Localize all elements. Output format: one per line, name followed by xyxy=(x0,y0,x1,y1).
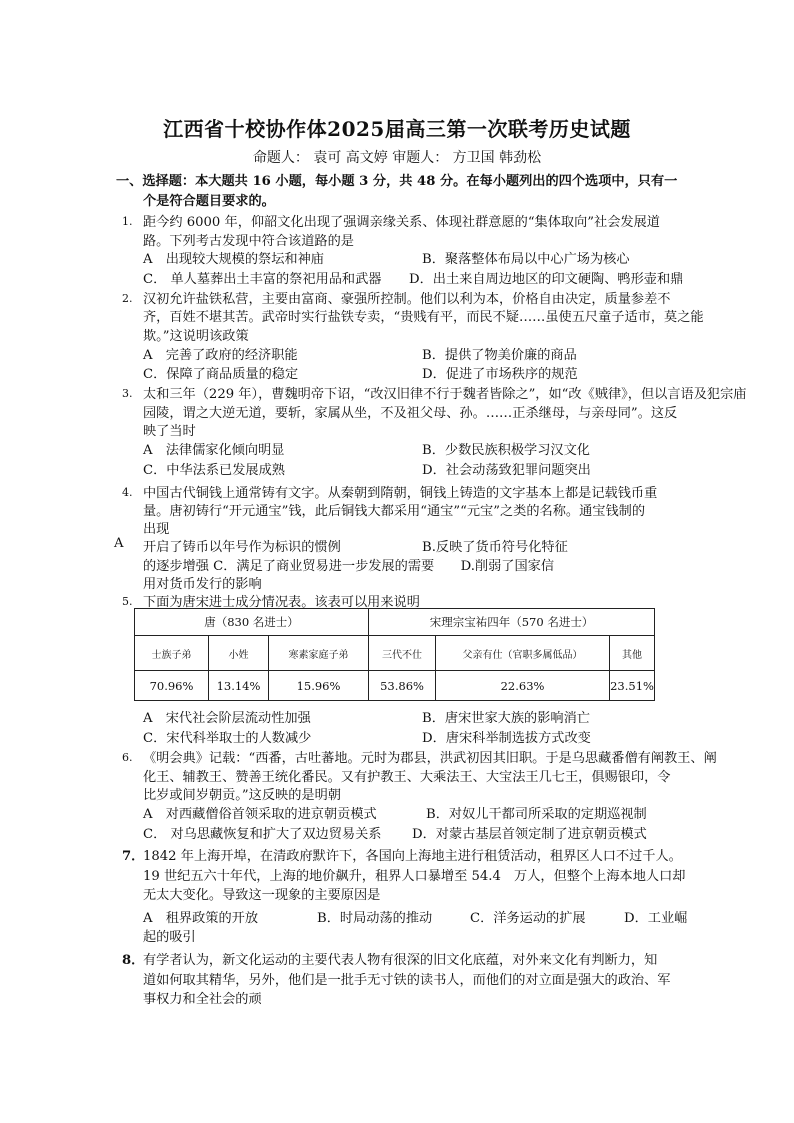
page-title: 江西省十校协作体2025届高三第一次联考历史试题 xyxy=(163,117,631,141)
table-col-header: 三代不仕 xyxy=(369,636,436,671)
option-b: B．时局动荡的推动 xyxy=(317,911,433,926)
option-a: A 对西藏僧俗首领采取的进京朝贡模式 xyxy=(143,807,377,822)
jinshi-composition-table xyxy=(134,608,655,701)
option-d: D．社会动荡致犯罪问题突出 xyxy=(422,463,591,478)
question-number: 6. xyxy=(122,751,133,764)
option-b: B．聚落整体布局以中心广场为核心 xyxy=(422,252,630,267)
option-a: 开启了铸币以年号作为标识的惯例 xyxy=(143,540,341,555)
table-col-header: 其他 xyxy=(610,636,655,671)
authors-line: 命题人： 袁可 高文婷 审题人： 方卫国 韩劲松 xyxy=(252,150,542,166)
option-d: D．促进了市场秩序的规范 xyxy=(422,367,578,382)
question-stem: 有学者认为，新文化运动的主要代表人物有很深的旧文化底蕴，对外来文化有判断力，知 xyxy=(143,953,658,968)
option-a: A 出现较大规模的祭坛和神庙 xyxy=(143,252,324,267)
question-stem: 园陵，谓之大逆无道，要斩，家属从坐，不及祖父母、孙。……正杀继母，与亲母同”。这反 xyxy=(143,406,678,421)
option-d: D．对蒙古基层首领定制了进京朝贡模式 xyxy=(412,827,647,842)
option-a: A 完善了政府的经济职能 xyxy=(143,348,298,363)
option-b: B．少数民族积极学习汉文化 xyxy=(422,443,590,458)
option-a: A 宋代社会阶层流动性加强 xyxy=(143,711,311,726)
section-heading: 一、选择题：本大题共 16 小题，每小题 3 分，共 48 分。在每小题列出的四个选项中，只有一 xyxy=(116,174,678,189)
question-stem: 距今约 6000 年，仰韶文化出现了强调亲缘关系、体现社群意愿的“集体取向”社会发展道 xyxy=(143,215,660,230)
option-c: C．中华法系已发展成熟 xyxy=(143,463,285,478)
question-stem: 道如何取其精华，另外，他们是一批手无寸铁的读书人，而他们的对立面是强大的政治、军 xyxy=(143,973,671,988)
section-heading-cont: 个是符合题目要求的。 xyxy=(143,194,275,209)
option-c: C．保障了商品质量的稳定 xyxy=(143,367,299,382)
table-cell: 13.14% xyxy=(209,671,269,701)
option-a: A 租界政策的开放 xyxy=(143,911,259,926)
option-a: A 法律儒家化倾向明显 xyxy=(143,443,285,458)
question-stem: 下面为唐宋进士成分情况表。该表可以用来说明 xyxy=(143,595,420,610)
option-c: C．宋代科举取士的人数减少 xyxy=(143,731,312,746)
option-d: D．唐宋科举制选拔方式改变 xyxy=(422,731,591,746)
table-col-header: 父亲有仕（官职多属低品） xyxy=(436,636,610,671)
option-c: C．洋务运动的扩展 xyxy=(470,911,586,926)
option-c: C． 对乌思藏恢复和扩大了双边贸易关系 xyxy=(143,827,382,842)
question-stem: 欺。”这说明该政策 xyxy=(143,329,249,344)
question-number: 2. xyxy=(122,292,133,305)
table-col-header: 小姓 xyxy=(209,636,269,671)
table-header-tang: 唐（830 名进士） xyxy=(135,609,369,636)
option-continuation: 用对货币发行的影响 xyxy=(143,577,262,592)
option-d: D．工业崛 xyxy=(624,911,688,926)
table-cell: 70.96% xyxy=(135,671,209,701)
option-b: B.反映了货币符号化特征 xyxy=(422,540,568,555)
option-a-label: A xyxy=(114,536,124,551)
question-stem: 太和三年（229 年），曹魏明帝下诏，“改汉旧律不行于魏者皆除之”，如“改《贼律》，但以言语及犯宗庙 xyxy=(143,387,747,402)
option-d: D．出土来自周边地区的印文硬陶、鸭形壶和鼎 xyxy=(409,272,684,287)
option-continuation: 的逐步增强 C．满足了商业贸易进一步发展的需要 D.削弱了国家信 xyxy=(143,559,555,574)
option-continuation: 起的吸引 xyxy=(143,930,196,945)
question-stem: 事权力和全社会的顽 xyxy=(143,992,262,1007)
question-stem: 无太大变化。导致这一现象的主要原因是 xyxy=(143,888,381,903)
option-b: B．提供了物美价廉的商品 xyxy=(422,348,577,363)
option-b: B．唐宋世家大族的影响消亡 xyxy=(422,711,590,726)
table-cell: 22.63% xyxy=(436,671,610,701)
question-stem: 汉初允许盐铁私营，主要由富商、豪强所控制。他们以利为本，价格自由决定，质量参差不 xyxy=(143,292,671,307)
question-stem: 中国古代铜钱上通常铸有文字。从秦朝到隋朝，铜钱上铸造的文字基本上都是记载钱币重 xyxy=(143,486,658,501)
question-number: 3. xyxy=(122,387,133,400)
question-number: 5. xyxy=(122,595,133,608)
question-number: 4. xyxy=(122,486,133,499)
question-number: 1. xyxy=(122,215,133,228)
question-stem: 齐，百姓不堪其苦。武帝时实行盐铁专卖，“贵贱有平，而民不疑……虽使五尺童子适市，莫之能 xyxy=(143,310,704,325)
question-number: 8． xyxy=(122,953,145,968)
option-b: B．对奴儿干都司所采取的定期巡视制 xyxy=(426,807,647,822)
question-stem: 映了当时 xyxy=(143,424,196,439)
question-stem: 《明会典》记载：“西番，古吐蕃地。元时为郡县，洪武初因其旧职。于是乌思藏番僧有阐教王、阐 xyxy=(143,751,717,766)
question-stem: 出现 xyxy=(143,522,170,537)
table-cell: 53.86% xyxy=(369,671,436,701)
question-stem: 路。下列考古发现中符合该道路的是 xyxy=(143,234,354,249)
question-stem: 量。唐初铸行“开元通宝”钱，此后铜钱大都采用“通宝”“元宝”之类的名称。通宝钱制的 xyxy=(143,504,646,519)
question-stem: 19 世纪五六十年代，上海的地价飙升，租界人口暴增至 54.4 万人，但整个上海本地人口却 xyxy=(143,869,686,884)
question-stem: 化王、辅教王、赞善王统化番民。又有护教王、大乘法王、大宝法王几七王，俱赐银印，令 xyxy=(143,770,671,785)
option-c: C． 单人墓葬出土丰富的祭祀用品和武器 xyxy=(143,272,382,287)
question-number: 7． xyxy=(122,849,145,864)
table-col-header: 士族子弟 xyxy=(135,636,209,671)
table-col-header: 寒素家庭子弟 xyxy=(269,636,369,671)
table-header-song: 宋理宗宝祐四年（570 名进士） xyxy=(369,609,655,636)
table-cell: 15.96% xyxy=(269,671,369,701)
question-stem: 比岁或间岁朝贡。”这反映的是明朝 xyxy=(143,788,341,803)
question-stem: 1842 年上海开埠，在清政府默许下，各国向上海地主进行租赁活动，租界区人口不过千人。 xyxy=(143,849,682,864)
table-cell: 23.51% xyxy=(610,671,655,701)
